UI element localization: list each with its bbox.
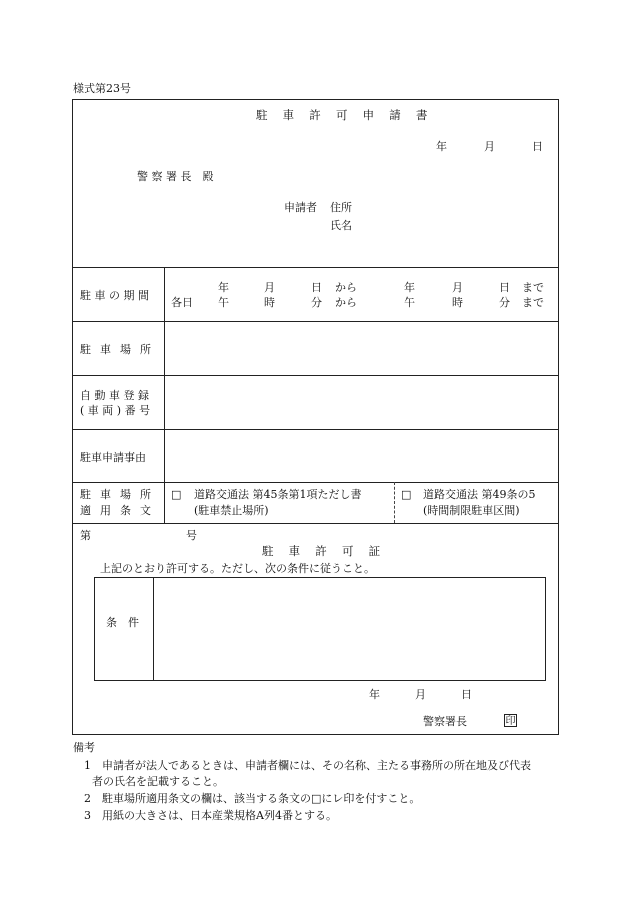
note-2-number: 2 xyxy=(84,792,91,805)
note-1-text-cont: 者の氏名を記載すること。 xyxy=(92,775,224,788)
conditions-divider xyxy=(153,577,154,681)
law-option1-sub: (駐車禁止場所) xyxy=(194,504,269,517)
period-end-minute: 分 xyxy=(499,296,510,309)
permit-date-year: 年 xyxy=(369,688,380,701)
label-column-divider xyxy=(164,267,165,523)
period-start-ampm: 午 xyxy=(218,296,229,309)
period-time-from: から xyxy=(335,296,357,309)
period-daily: 各日 xyxy=(171,296,193,309)
law-option2-checkbox[interactable]: □ xyxy=(401,488,412,501)
law-label-line2: 適 用 条 文 xyxy=(80,504,154,517)
divider-law-top xyxy=(72,482,559,483)
period-end-ampm: 午 xyxy=(404,296,415,309)
name-label: 氏名 xyxy=(330,219,352,232)
permit-number-suffix: 号 xyxy=(186,529,197,542)
divider-vehicle-top xyxy=(72,375,559,376)
law-option1-checkbox[interactable]: □ xyxy=(171,488,182,501)
period-start-hour: 時 xyxy=(264,296,275,309)
conditions-label: 条 件 xyxy=(106,616,139,629)
period-start-month: 月 xyxy=(264,281,275,294)
permit-number-prefix: 第 xyxy=(80,529,91,542)
period-time-to: まで xyxy=(522,296,544,309)
permit-title: 駐 車 許 可 証 xyxy=(262,544,386,558)
permit-date-month: 月 xyxy=(415,688,426,701)
addressee: 警 察 署 長 殿 xyxy=(137,170,214,183)
vehicle-label-line2: ( 車 両 ) 番 号 xyxy=(80,404,151,417)
vehicle-label-line1: 自 動 車 登 録 xyxy=(80,389,149,402)
applicant-label: 申請者 xyxy=(284,201,317,214)
divider-permit-top xyxy=(72,523,559,524)
law-label-line1: 駐 車 場 所 xyxy=(80,488,154,501)
form-number: 様式第23号 xyxy=(73,82,131,95)
note-3-number: 3 xyxy=(84,809,91,822)
law-option1-text: 道路交通法 第45条第1項ただし書 xyxy=(194,488,362,501)
location-label: 駐 車 場 所 xyxy=(80,343,154,356)
period-start-day: 日 xyxy=(311,281,322,294)
permit-issuer: 警察署長 xyxy=(423,715,467,728)
period-start-minute: 分 xyxy=(311,296,322,309)
permit-date-day: 日 xyxy=(461,688,472,701)
law-option2-sub: (時間制限駐車区間) xyxy=(423,504,520,517)
period-end-hour: 時 xyxy=(452,296,463,309)
law-options-divider xyxy=(394,482,395,523)
reason-label: 駐車申請事由 xyxy=(80,451,146,464)
period-end-year: 年 xyxy=(404,281,415,294)
application-date-year: 年 xyxy=(436,140,447,153)
divider-reason-top xyxy=(72,429,559,430)
divider-period-top xyxy=(72,267,559,268)
note-3-text: 用紙の大きさは、日本産業規格A列4番とする。 xyxy=(102,809,337,822)
seal-mark: 印 xyxy=(505,716,516,727)
permit-statement: 上記のとおり許可する。ただし、次の条件に従うこと。 xyxy=(100,562,375,575)
address-label: 住所 xyxy=(330,201,352,214)
period-label: 駐 車 の 期 間 xyxy=(80,289,149,302)
period-end-day: 日 xyxy=(499,281,510,294)
period-end-to: まで xyxy=(522,281,544,294)
application-date-day: 日 xyxy=(532,140,543,153)
period-start-from: から xyxy=(335,281,357,294)
note-1-text: 申請者が法人であるときは、申請者欄には、その名称、主たる事務所の所在地及び代表 xyxy=(102,759,531,772)
application-date-month: 月 xyxy=(484,140,495,153)
period-end-month: 月 xyxy=(452,281,463,294)
note-2-text: 駐車場所適用条文の欄は、該当する条文の□にレ印を付すこと。 xyxy=(102,792,421,805)
period-start-year: 年 xyxy=(218,281,229,294)
law-option2-text: 道路交通法 第49条の5 xyxy=(423,488,536,501)
conditions-box xyxy=(94,577,546,681)
application-title: 駐 車 許 可 申 請 書 xyxy=(256,108,434,122)
notes-heading: 備考 xyxy=(73,741,95,754)
note-1-number: 1 xyxy=(84,759,91,772)
divider-location-top xyxy=(72,321,559,322)
